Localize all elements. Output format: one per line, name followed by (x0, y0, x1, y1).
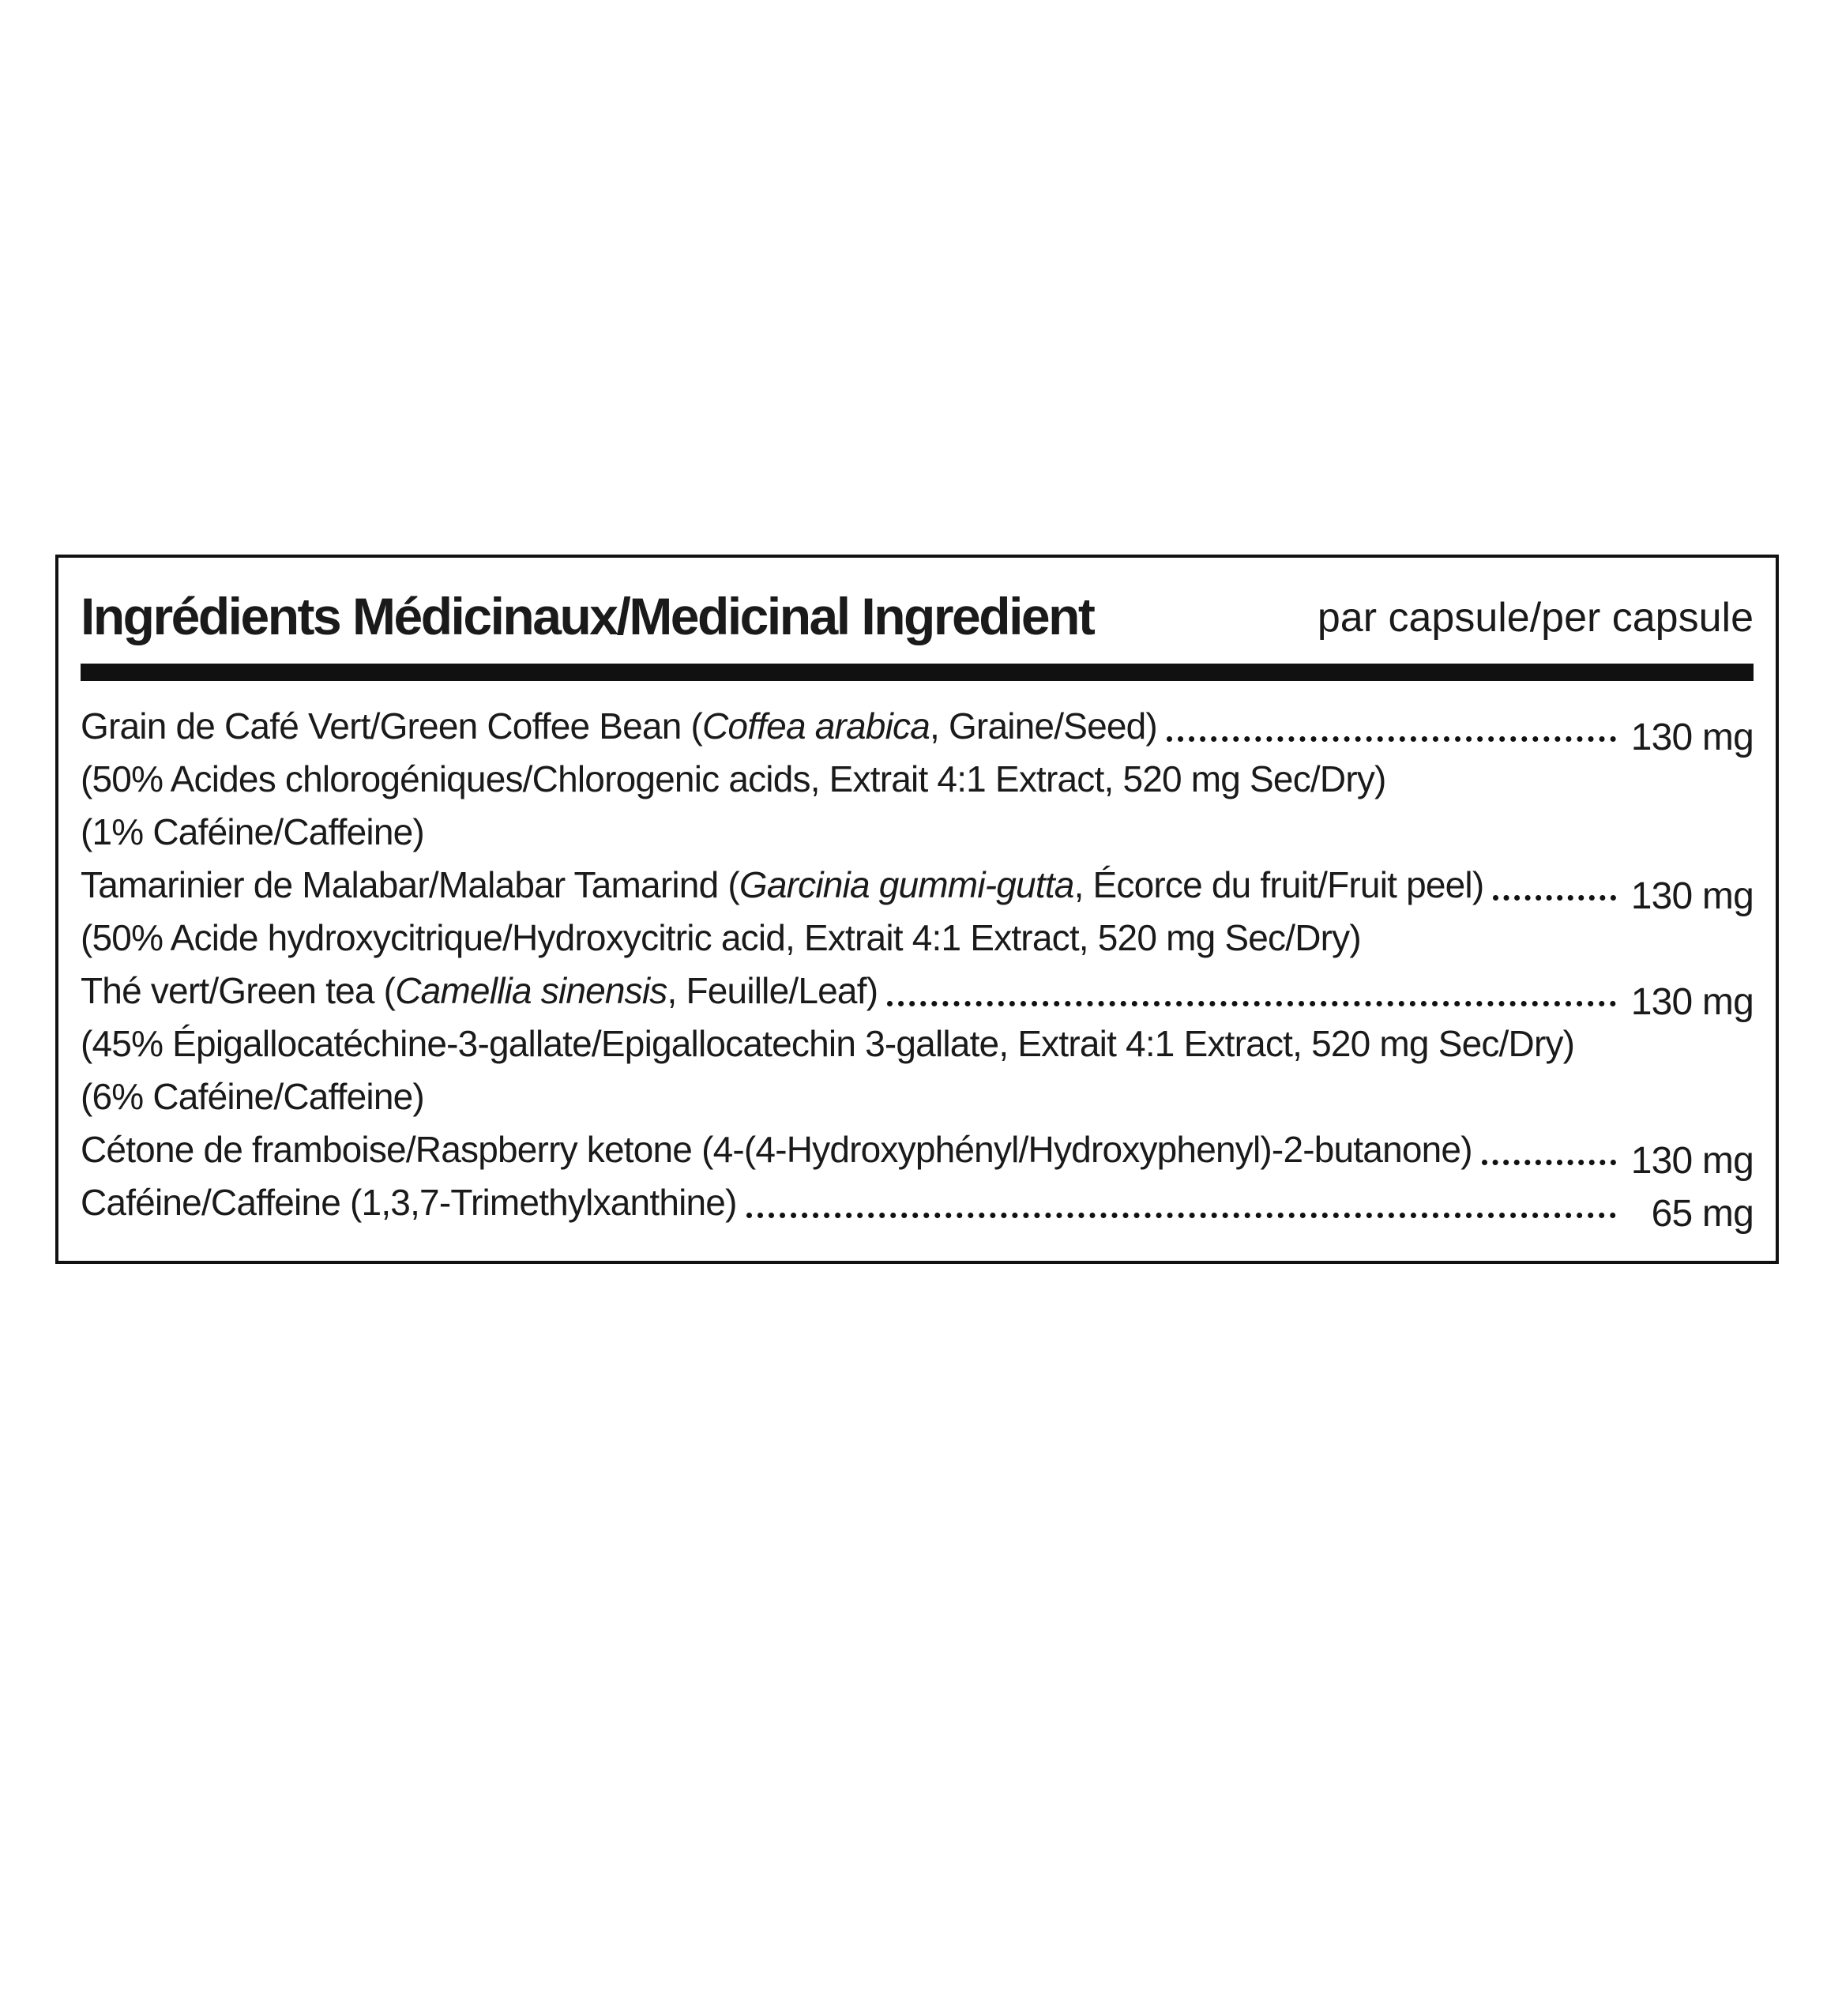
ingredient-amount: 65 mg (1651, 1193, 1754, 1235)
dot-leader (1493, 895, 1616, 901)
dot-leader (1482, 1160, 1616, 1165)
header-rule (81, 664, 1754, 681)
ingredient-row (81, 859, 1754, 965)
ingredient-name: Cétone de framboise/Raspberry ketone (4-(4-Hydroxyphényl/Hydroxyphenyl)-2-butanone) (81, 1129, 1472, 1170)
ingredient-name: Thé vert/Green tea (Camellia sinensis, Feuille/Leaf) (81, 970, 878, 1011)
ingredient-detail: (50% Acide hydroxycitrique/Hydroxycitric acid, Extrait 4:1 Extract, 520 mg Sec/Dry) (81, 917, 1361, 958)
ingredient-detail: (50% Acides chlorogéniques/Chlorogenic acids, Extrait 4:1 Extract, 520 mg Sec/Dry) (81, 758, 1386, 799)
ingredient-detail: (45% Épigallocatéchine-3-gallate/Epigallocatechin 3-gallate, Extrait 4:1 Extract, 520 mg Sec/Dry) (81, 1023, 1575, 1064)
ingredient-row (81, 1123, 1754, 1182)
dot-leader (746, 1213, 1616, 1218)
medicinal-ingredients-panel (55, 555, 1779, 1264)
ingredient-amount: 130 mg (1630, 875, 1754, 917)
ingredient-name: Caféine/Caffeine (1,3,7-Trimethylxanthine) (81, 1182, 737, 1223)
latin-name: Coffea arabica (702, 705, 930, 747)
ingredient-row (81, 700, 1754, 859)
panel-header (81, 586, 1754, 649)
dot-leader (887, 1001, 1616, 1006)
per-capsule-label: par capsule/per capsule (1317, 595, 1754, 641)
ingredient-row (81, 965, 1754, 1123)
latin-name: Camellia sinensis (395, 970, 667, 1011)
ingredient-detail: (6% Caféine/Caffeine) (81, 1076, 424, 1117)
panel-title: Ingrédients Médicinaux/Medicinal Ingredient (81, 587, 1094, 645)
ingredient-amount: 130 mg (1630, 717, 1754, 758)
ingredient-detail: (1% Caféine/Caffeine) (81, 811, 424, 852)
ingredient-row (81, 1176, 1754, 1235)
dot-leader (1167, 736, 1616, 742)
ingredient-name: Tamarinier de Malabar/Malabar Tamarind (Garcinia gummi-gutta, Écorce du fruit/Fruit peel) (81, 864, 1484, 905)
ingredient-name: Grain de Café Vert/Green Coffee Bean (Coffea arabica, Graine/Seed) (81, 705, 1157, 747)
ingredient-amount: 130 mg (1630, 1140, 1754, 1182)
ingredient-amount: 130 mg (1630, 981, 1754, 1023)
latin-name: Garcinia gummi-gutta (739, 864, 1074, 905)
ingredient-list (81, 700, 1754, 1235)
